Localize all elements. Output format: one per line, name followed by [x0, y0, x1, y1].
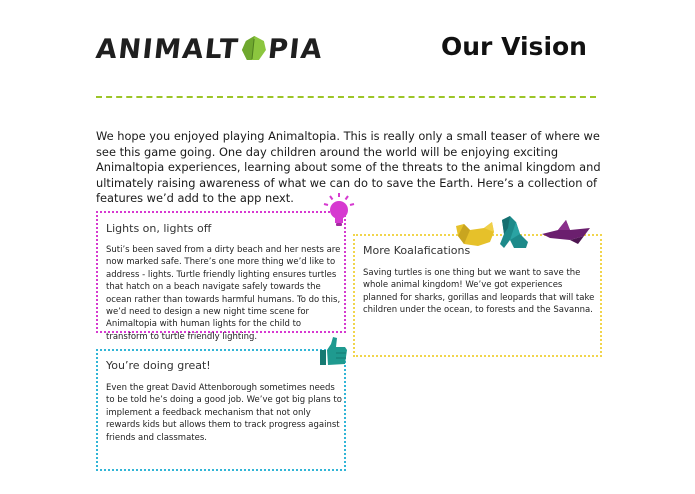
- logo-leaf-icon: [239, 35, 269, 62]
- header-divider: [96, 96, 596, 98]
- feature-card-body: Even the great David Attenborough sometimes needs to be told he’s doing a good job. We’ve got big plans to implement a feedback mechanism that not only rewards kids but allows them to track progress against friends and classmates.: [106, 383, 342, 443]
- feature-card-title: Lights on, lights off: [106, 222, 212, 235]
- feature-card-title: You’re doing great!: [106, 359, 211, 372]
- feature-card-body: Suti’s been saved from a dirty beach and her nests are now marked safe. There’s one more thing we’d like to address - lights. Turtle friendly lighting ensures turtles that hatch on a beach navigate safely towards the ocean rather than towards harmful humans. To do this, we’d need to design a new night time scene for Animaltopia with human lights for the child to transform to turtle friendly lighting.: [106, 245, 341, 342]
- feature-card-title: More Koalafications: [363, 244, 471, 257]
- logo-text-right: PIA: [266, 34, 325, 65]
- app-logo: [94, 34, 324, 65]
- logo-text-left: ANIMALT: [94, 34, 241, 65]
- origami-animals-icon: [454, 214, 598, 254]
- page-title: Our Vision: [441, 32, 587, 61]
- feature-card-body: Saving turtles is one thing but we want to save the whole animal kingdom! We’ve got experiences planned for sharks, gorillas and leopards that will take children under the ocean, to forests and the Savanna.: [363, 268, 595, 316]
- lightbulb-icon: [320, 192, 358, 228]
- thumbs-up-icon: [318, 336, 348, 366]
- feature-card-feedback: [96, 349, 346, 471]
- feature-card-lights: [96, 211, 346, 342]
- intro-paragraph: We hope you enjoyed playing Animaltopia. This is really only a small teaser of where we see this game going. One day children around the world will be enjoying exciting Animaltopia experiences, learning about some of the threats to the animal kingdom and ultimately raising awareness of what we can do to save the Earth. Here’s a collection of features we’d add to the app next.: [96, 129, 601, 205]
